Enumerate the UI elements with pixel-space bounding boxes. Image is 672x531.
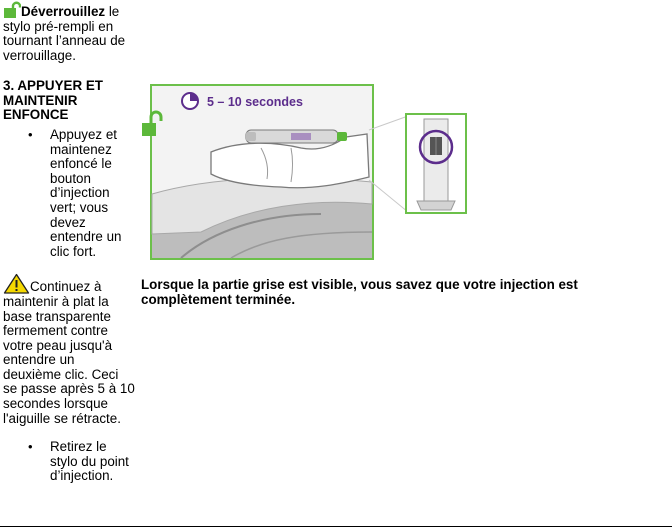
illustration-graphic bbox=[141, 82, 481, 262]
timer-label: 5 – 10 secondes bbox=[207, 95, 303, 109]
step-3-list bbox=[3, 128, 135, 259]
unlock-strong: Déverrouillez bbox=[21, 4, 106, 19]
list-item: • Appuyez et maintenez enfoncé le bouton d’injection vert; vous devez entendre un clic fort. bbox=[50, 128, 135, 259]
injection-illustration bbox=[141, 82, 481, 262]
bottom-divider bbox=[0, 526, 672, 527]
warning-text: Continuez à maintenir à plat la base transparente fermement contre votre peau jusqu'à entendre un deuxième clic. Ceci se passe après 5 à 10 secondes lorsque l'aiguille se rétracte. bbox=[3, 279, 135, 426]
unlock-icon bbox=[3, 1, 21, 18]
warning-paragraph bbox=[3, 273, 135, 426]
unlock-text: le stylo pré-rempli en tournant l’anneau de verrouillage. bbox=[3, 4, 126, 63]
instructions-column bbox=[3, 0, 135, 484]
list-item: • Retirez le stylo du point d’injection. bbox=[50, 440, 135, 484]
caption-text: Lorsque la partie grise est visible, vous savez que votre injection est complètement terminée. bbox=[141, 277, 578, 307]
remove-list bbox=[3, 440, 135, 484]
unlock-paragraph bbox=[3, 0, 135, 63]
warning-icon bbox=[3, 273, 30, 294]
step-3-heading: 3. APPUYER ET MAINTENIR ENFONCE bbox=[3, 78, 103, 122]
